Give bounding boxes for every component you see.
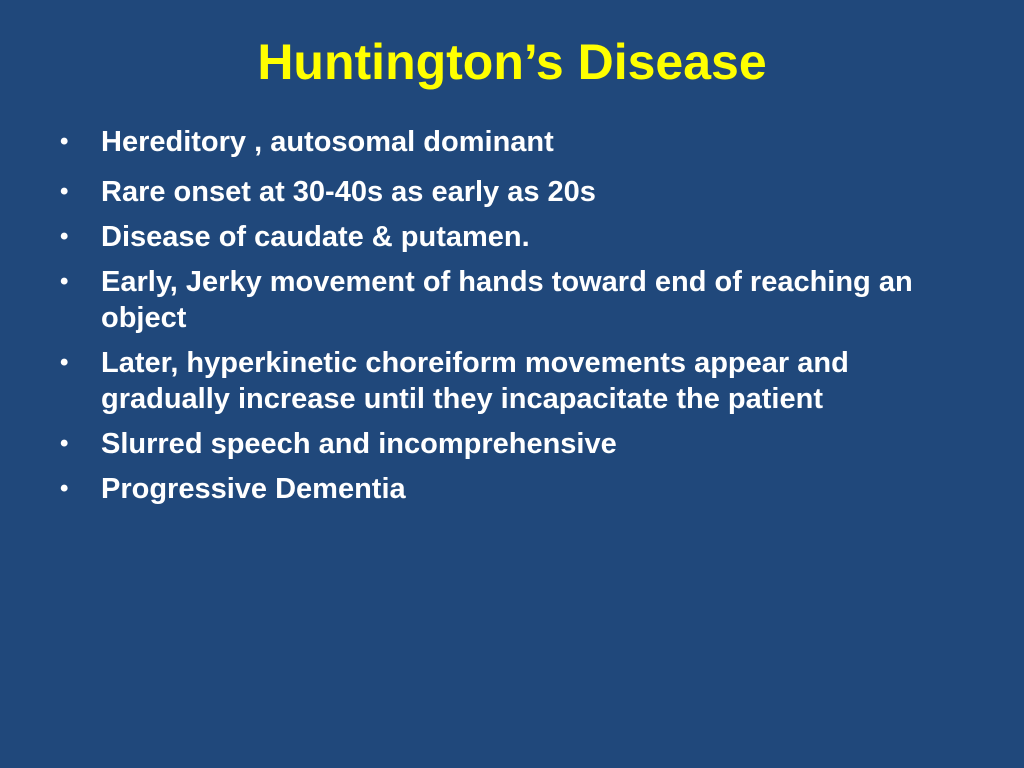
bullet-item-5	[60, 345, 960, 417]
bullet-point-icon: •	[60, 223, 69, 250]
bullet-point-icon: •	[60, 349, 69, 376]
bullet-item-7	[60, 471, 960, 507]
bullet-item-4	[60, 264, 960, 336]
bullet-point-icon: •	[60, 475, 69, 502]
bullet-item-3	[60, 219, 960, 255]
bullet-text: Slurred speech and incomprehensive	[101, 428, 617, 460]
bullet-point-icon: •	[60, 430, 69, 457]
bullet-point-icon: •	[60, 178, 69, 205]
bullet-text: Rare onset at 30-40s as early as 20s	[101, 176, 596, 208]
slide-title: Huntington’s Disease	[257, 34, 767, 90]
bullet-text: Later, hyperkinetic choreiform movements appear and gradually increase until they incapacitate the patient	[101, 347, 849, 415]
bullet-text: Early, Jerky movement of hands toward end of reaching an object	[101, 266, 913, 334]
bullet-item-6	[60, 426, 960, 462]
bullet-point-icon: •	[60, 128, 69, 155]
bullet-point-icon: •	[60, 268, 69, 295]
bullet-text: Hereditory , autosomal dominant	[101, 126, 554, 158]
bullet-list	[60, 124, 960, 516]
bullet-text: Progressive Dementia	[101, 473, 406, 505]
bullet-item-2	[60, 174, 960, 210]
bullet-text: Disease of caudate & putamen.	[101, 221, 530, 253]
bullet-item-1	[60, 124, 960, 160]
